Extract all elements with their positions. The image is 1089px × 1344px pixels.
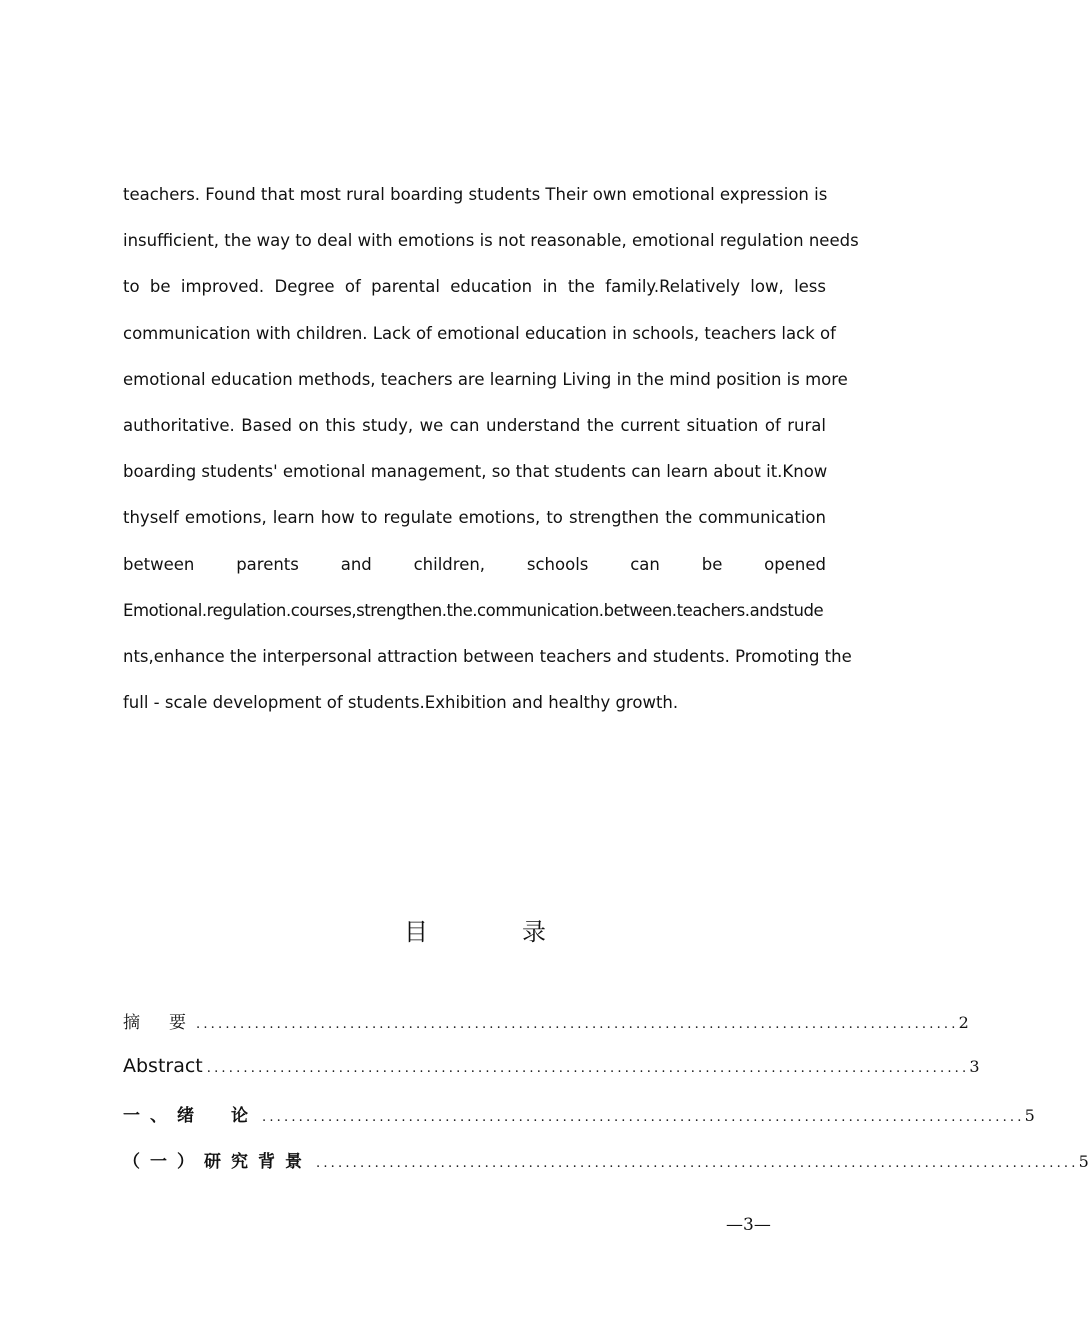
toc-entry-abstract-en[interactable] xyxy=(123,1055,980,1085)
abstract-line: full - scale development of students.Exhibition and healthy growth. xyxy=(123,693,679,713)
footer-page-number: —3— xyxy=(726,1215,771,1235)
toc-entry-research-background[interactable] xyxy=(123,1147,1089,1177)
toc-entry-page: 5 xyxy=(1078,1152,1089,1171)
toc-leader-dots: ........................................................................................................ xyxy=(206,1061,970,1076)
abstract-english-body xyxy=(123,172,859,726)
toc-leader-dots: ........................................................................................................ xyxy=(196,1017,959,1032)
abstract-line: teachers. Found that most rural boarding students Their own emotional expression is xyxy=(123,185,828,204)
abstract-line: communication with children. Lack of emotional education in schools, teachers lack of xyxy=(123,323,836,343)
abstract-line: Emotional.regulation.courses,strengthen.the.communication.between.teachers.andstude xyxy=(123,600,824,620)
toc-title-right: 录 xyxy=(522,918,546,946)
toc-entry-page: 2 xyxy=(958,1013,969,1032)
abstract-line: to be improved. Degree of parental education in the family.Relatively low, less xyxy=(123,277,826,297)
toc-entry-label: Abstract xyxy=(123,1055,203,1077)
abstract-line: between parents and children, schools can be opened xyxy=(123,554,826,574)
abstract-line: boarding students' emotional management, so that students can learn about it.Know xyxy=(123,462,828,482)
abstract-line: emotional education methods, teachers are learning Living in the mind position is more xyxy=(123,369,848,389)
abstract-line: nts,enhance the interpersonal attraction between teachers and students. Promoting the xyxy=(123,646,852,666)
toc-entry-label: 摘 要 xyxy=(123,1013,192,1033)
toc-entry-label: 一、绪 论 xyxy=(123,1106,258,1126)
toc-title xyxy=(0,912,950,947)
toc-entry-page: 5 xyxy=(1024,1106,1035,1125)
abstract-line: insufficient, the way to deal with emotions is not reasonable, emotional regulation needs xyxy=(123,231,859,251)
abstract-line: authoritative. Based on this study, we can understand the current situation of rural xyxy=(123,415,826,435)
toc-leader-dots: ........................................................................................................ xyxy=(316,1156,1079,1171)
toc-entry-abstract-cn[interactable] xyxy=(123,1008,969,1038)
toc-entry-label: （一）研究背景 xyxy=(123,1152,312,1172)
abstract-line: thyself emotions, learn how to regulate emotions, to strengthen the communication xyxy=(123,508,826,528)
toc-entry-introduction[interactable] xyxy=(123,1101,1035,1131)
toc-entry-page: 3 xyxy=(969,1057,980,1076)
toc-title-left: 目 xyxy=(404,918,428,946)
toc-leader-dots: ........................................................................................................ xyxy=(262,1110,1025,1125)
